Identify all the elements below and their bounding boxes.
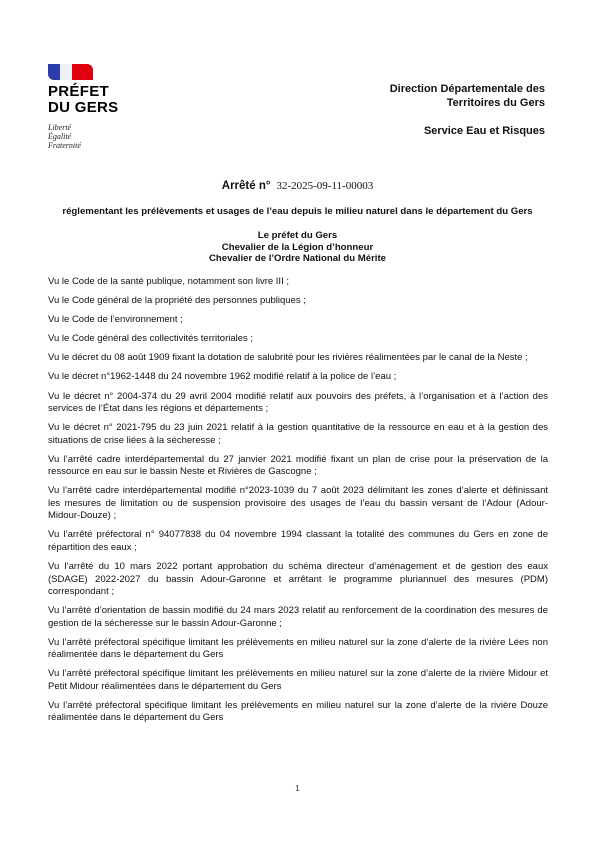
visa-paragraph: Vu l’arrêté préfectoral n° 94077838 du 04 novembre 1994 classant la totalité des communes du Gers en zone de répartition des eaux ; [48, 529, 548, 553]
motto-egalite: Égalité [48, 132, 72, 141]
logo-brand-line2: DU GERS [48, 99, 119, 116]
visa-paragraph: Vu le décret n° 2004-374 du 29 avril 2004 modifié relatif aux pouvoirs des préfets, à l’organisation et à l’action des services de l’État dans les régions et départements ; [48, 390, 548, 415]
logo-brand [48, 84, 138, 116]
logo-motto [48, 123, 138, 150]
arrete-label: Arrêté n° [221, 180, 271, 192]
visa-paragraph: Vu le Code de la santé publique, notamment son livre III ; [48, 276, 289, 287]
visa-paragraph: Vu le Code général des collectivités territoriales ; [48, 333, 254, 345]
visa-paragraph: Vu l’arrêté préfectoral spécifique limitant les prélèvements en milieu naturel sur la zone d’alerte de la rivière Lées non réalimentée dans le département du Gers [48, 636, 548, 661]
arrete-title [0, 180, 595, 192]
motto-liberte: Liberté [48, 123, 72, 132]
visa-paragraph: Vu le Code général de la propriété des personnes publiques ; [48, 295, 306, 307]
visa-paragraph: Vu l’arrêté préfectoral spécifique limitant les prélèvements en milieu naturel sur la zone d’alerte de la rivière Douze réalimentée dans le département du Gers [48, 699, 548, 724]
arrete-subject: réglementant les prélèvements et usages de l’eau depuis le milieu naturel dans le département du Gers [62, 206, 533, 217]
visa-paragraph: Vu l’arrêté cadre interdépartemental modifié n°2023-1039 du 7 août 2023 délimitant les zones d’alerte et définissant les mesures de limitation ou de suspension provisoire des usages de l’eau du bassin versant de l’Adour (Adour-Midour-Douze) ; [48, 485, 548, 522]
visa-paragraph: Vu l’arrêté du 10 mars 2022 portant approbation du schéma directeur d’aménagement et de gestion des eaux (SDAGE) 2022-2027 du bassin Adour-Garonne et arrêtant le programme pluriannuel des mesures (PDM) correspondant ; [48, 561, 548, 598]
visa-paragraph: Vu l’arrêté d’orientation de bassin modifié du 24 mars 2023 relatif au renforcement de la coordination des mesures de gestion de la sécheresse sur le bassin Adour-Garonne ; [48, 605, 548, 629]
visa-paragraph: Vu l’arrêté cadre interdépartemental du 27 janvier 2021 modifié fixant un plan de crise pour la préservation de la ressource en eau sur le bassin Neste et Rivières de Gascogne ; [48, 453, 548, 478]
issuing-service-block [285, 82, 545, 138]
visa-paragraph: Vu l’arrêté préfectoral spécifique limitant les prélèvements en milieu naturel sur la zone d’alerte de la rivière Midour et Petit Midour réalimentées dans le département du Gers [48, 668, 548, 692]
arrete-number: 32-2025-09-11-00003 [276, 180, 374, 192]
visa-paragraph: Vu le décret n°1962-1448 du 24 novembre 1962 modifié relatif à la police de l’eau ; [48, 371, 397, 383]
logo-brand-line1: PRÉFET [48, 83, 109, 100]
direction-line1: Direction Départementale des [389, 83, 545, 95]
motto-fraternite: Fraternité [48, 141, 81, 150]
visa-paragraph: Vu le décret du 08 août 1909 fixant la dotation de salubrité pour les rivières réalimentées par le canal de la Neste ; [48, 352, 528, 364]
prefet-line2: Chevalier de la Légion d’honneur [221, 241, 374, 253]
direction-line2: Territoires du Gers [446, 97, 545, 109]
service-name: Service Eau et Risques [423, 125, 545, 137]
prefet-line3: Chevalier de l’Ordre National du Mérite [209, 253, 386, 264]
prefet-titles [0, 230, 595, 265]
visas-list [48, 276, 548, 732]
prefet-logo [48, 64, 138, 150]
marianne-flag-icon [48, 64, 93, 80]
prefet-line1: Le préfet du Gers [257, 230, 338, 241]
visa-paragraph: Vu le décret n° 2021-795 du 23 juin 2021 relatif à la gestion quantitative de la ressource en eau et à la gestion des situations de crise liées à la sécheresse ; [48, 422, 548, 446]
visa-paragraph: Vu le Code de l’environnement ; [48, 314, 183, 326]
page-number: 1 [295, 784, 300, 793]
